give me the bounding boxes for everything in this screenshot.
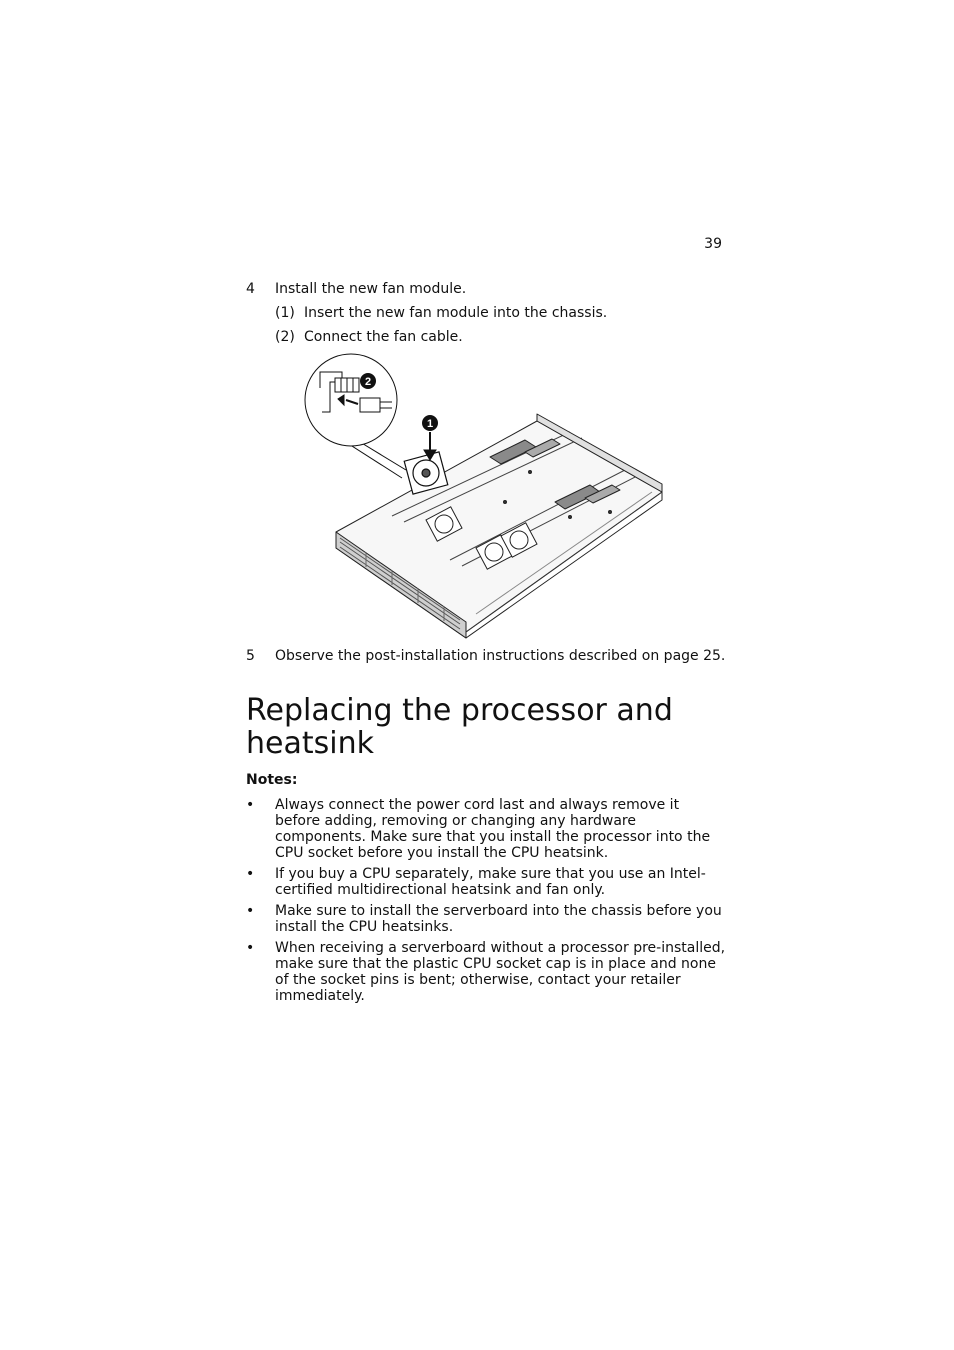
- list-item: [246, 797, 726, 861]
- substep-2: [275, 329, 463, 345]
- bullet-icon: •: [246, 797, 255, 813]
- bullet-icon: •: [246, 866, 255, 882]
- note-text: If you buy a CPU separately, make sure that you use an Intel-certified multidirectional heatsink and fan only.: [275, 866, 706, 898]
- list-item: [246, 903, 726, 935]
- callout-1-label: 1: [426, 418, 434, 430]
- notes-list: [246, 797, 726, 1009]
- step-number: 5: [246, 648, 255, 664]
- substep-number: (2): [275, 329, 295, 345]
- step-text: Install the new fan module.: [275, 281, 467, 297]
- notes-label: Notes:: [246, 772, 298, 788]
- substep-text: Insert the new fan module into the chassis.: [304, 305, 608, 321]
- callout-2-icon: [360, 373, 376, 389]
- bullet-icon: •: [246, 940, 255, 956]
- note-text: Always connect the power cord last and always remove it before adding, removing or changing any hardware components. Make sure that you install the processor into the CPU socket before you install the CPU heatsink.: [275, 797, 711, 861]
- list-item: [246, 940, 726, 1004]
- note-text: When receiving a serverboard without a processor pre-installed, make sure that the plastic CPU socket cap is in place and none of the socket pins is bent; otherwise, contact your retailer immediately.: [275, 940, 726, 1004]
- page-number: 39: [704, 236, 722, 252]
- step-number: 4: [246, 281, 255, 297]
- substep-1: [275, 305, 607, 321]
- note-text: Make sure to install the serverboard into the chassis before you install the CPU heatsinks.: [275, 903, 722, 935]
- zoom-detail-circle: [305, 354, 406, 478]
- fan-module-installation-figure: [300, 352, 670, 640]
- list-item: [246, 866, 726, 898]
- step-text: Observe the post-installation instructions described on page 25.: [275, 648, 726, 664]
- substep-text: Connect the fan cable.: [304, 329, 463, 345]
- section-heading: Replacing the processor and heatsink: [246, 693, 673, 761]
- callout-1-icon: [422, 415, 438, 431]
- substep-number: (1): [275, 305, 295, 321]
- bullet-icon: •: [246, 903, 255, 919]
- callout-2-label: 2: [364, 376, 372, 388]
- server-chassis-illustration: [300, 352, 670, 640]
